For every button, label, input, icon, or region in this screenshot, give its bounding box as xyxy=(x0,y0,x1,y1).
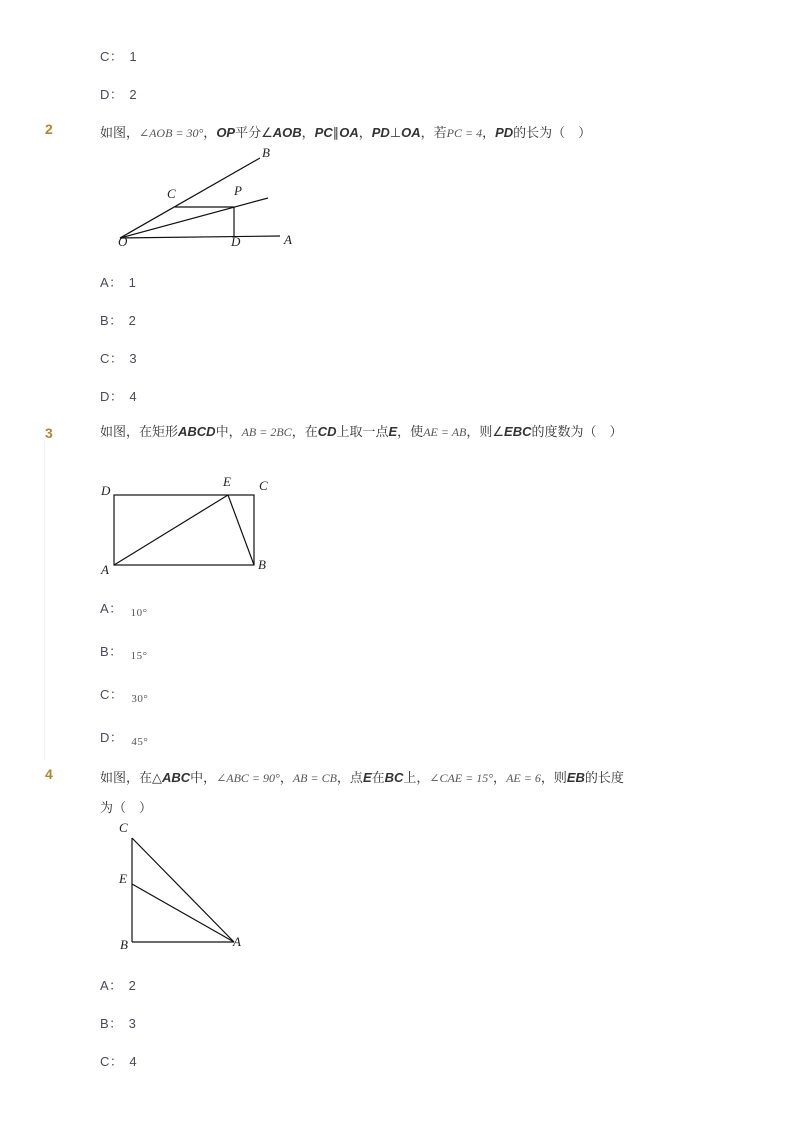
q3-b1: ABCD xyxy=(178,424,216,439)
segment-ea xyxy=(132,884,234,942)
q3-b2: CD xyxy=(317,424,337,439)
q2-b2: AOB xyxy=(272,125,302,140)
label-p: P xyxy=(234,183,242,198)
segment-eb xyxy=(228,495,254,565)
option-value: 15° xyxy=(130,650,148,662)
q4-b4: EB xyxy=(566,770,585,785)
q3-t4: 上取一点 xyxy=(336,424,389,439)
q4-option-a[interactable] xyxy=(100,975,136,994)
q3-b4: EBC xyxy=(504,424,532,439)
question-number-3: 3 xyxy=(45,425,53,441)
question-3-text xyxy=(100,417,660,447)
question-number-2: 2 xyxy=(45,121,53,137)
q4-t3: ， xyxy=(279,770,293,785)
q2-t5: ∥ xyxy=(332,125,340,140)
q2-angle-diagram xyxy=(110,145,310,255)
q3-option-b[interactable] xyxy=(100,641,148,660)
ray-op xyxy=(120,198,268,238)
option-value: 3 xyxy=(129,351,138,366)
q2-t2: ， xyxy=(203,125,217,140)
q1-option-d[interactable] xyxy=(100,84,137,103)
q2-option-b[interactable] xyxy=(100,310,136,329)
q4-t1: 如图，在△ xyxy=(100,770,162,785)
q2-b4: OA xyxy=(339,125,359,140)
option-value: 1 xyxy=(129,49,138,64)
q1-option-c[interactable] xyxy=(100,46,137,65)
rectangle-abcd xyxy=(114,495,254,565)
label-b: B xyxy=(258,557,266,572)
q3-b3: E xyxy=(388,424,398,439)
q4-option-b[interactable] xyxy=(100,1013,136,1032)
option-key: B： xyxy=(100,644,123,659)
option-key: C： xyxy=(100,49,124,64)
q2-t3: 平分∠ xyxy=(235,125,273,140)
q4-t8: ，则 xyxy=(540,770,567,785)
q3-t7: 的度数为（ ） xyxy=(531,424,623,439)
q3-t5: ，使 xyxy=(397,424,424,439)
q2-b1: OP xyxy=(216,125,236,140)
segment-ca xyxy=(132,838,234,942)
question-number-4: 4 xyxy=(45,766,53,782)
q3-m2: AE = AB xyxy=(423,425,467,439)
option-key: C： xyxy=(100,351,124,366)
q3-rectangle-diagram xyxy=(95,470,285,580)
option-value: 10° xyxy=(130,607,148,619)
q4-m1: ∠ABC = 90° xyxy=(216,771,280,785)
q4-b1: ABC xyxy=(162,770,191,785)
label-a: A xyxy=(233,934,241,949)
q3-option-d[interactable] xyxy=(100,727,148,746)
option-key: B： xyxy=(100,1016,123,1031)
q4-m3: ∠CAE = 15° xyxy=(429,771,494,785)
label-a: A xyxy=(101,562,109,577)
option-key: A： xyxy=(100,978,123,993)
segment-ae xyxy=(114,495,228,565)
q3-option-a[interactable] xyxy=(100,598,148,617)
q4-m4: AE = 6 xyxy=(506,771,541,785)
ray-oa xyxy=(120,236,280,238)
q4-t9: 的长度 xyxy=(584,770,624,785)
q2-b6: OA xyxy=(401,125,421,140)
label-c: C xyxy=(167,186,176,201)
option-key: C： xyxy=(100,1054,124,1069)
q3-option-c[interactable] xyxy=(100,684,148,703)
q3-t1: 如图，在矩形 xyxy=(100,424,179,439)
q2-option-c[interactable] xyxy=(100,348,137,367)
option-value: 4 xyxy=(129,1054,138,1069)
option-value: 2 xyxy=(129,87,138,102)
q3-m1: AB = 2BC xyxy=(241,425,292,439)
q2-b3: PC xyxy=(314,125,333,140)
option-value: 2 xyxy=(128,313,137,328)
label-d: D xyxy=(101,483,111,498)
label-o: O xyxy=(118,234,128,249)
q2-t9: ， xyxy=(482,125,496,140)
q3-t2: 中， xyxy=(215,424,242,439)
q2-t1: 如图， xyxy=(100,125,140,140)
q4-triangle-diagram xyxy=(110,815,260,955)
option-value: 4 xyxy=(129,389,138,404)
q4-t4: ，点 xyxy=(336,770,363,785)
ray-ob xyxy=(120,158,260,238)
label-e: E xyxy=(119,871,127,886)
q2-option-d[interactable] xyxy=(100,386,137,405)
option-value: 45° xyxy=(131,736,149,748)
option-key: A： xyxy=(100,601,123,616)
q2-t4: ， xyxy=(301,125,315,140)
q4-option-c[interactable] xyxy=(100,1051,137,1070)
q3-t3: ，在 xyxy=(291,424,318,439)
option-key: D： xyxy=(100,87,124,102)
option-key: B： xyxy=(100,313,123,328)
label-b: B xyxy=(262,145,270,160)
option-key: C： xyxy=(100,687,124,702)
q2-option-a[interactable] xyxy=(100,272,136,291)
option-key: D： xyxy=(100,389,124,404)
q2-b7: PD xyxy=(495,125,514,140)
label-e: E xyxy=(223,474,231,489)
label-c: C xyxy=(259,478,268,493)
q2-t10: 的长为（ ） xyxy=(513,125,592,140)
q4-t7: ， xyxy=(493,770,507,785)
q4-t2: 中， xyxy=(190,770,217,785)
option-value: 1 xyxy=(128,275,137,290)
q2-m2: PC = 4 xyxy=(446,126,483,140)
q2-t6: ， xyxy=(358,125,372,140)
label-b: B xyxy=(120,937,128,952)
question-4-text xyxy=(100,763,660,823)
label-a: A xyxy=(284,232,292,247)
q2-m1: ∠AOB = 30° xyxy=(139,126,204,140)
option-value: 2 xyxy=(128,978,137,993)
option-value: 30° xyxy=(131,693,149,705)
q4-line2: 为（ ） xyxy=(100,800,153,815)
label-d: D xyxy=(231,234,241,249)
label-c: C xyxy=(119,820,128,835)
option-key: D： xyxy=(100,730,124,745)
q4-b3: BC xyxy=(384,770,404,785)
question-2-text xyxy=(100,118,660,148)
q3-t6: ，则∠ xyxy=(466,424,505,439)
q2-b5: PD xyxy=(371,125,390,140)
q4-t6: 上， xyxy=(403,770,430,785)
q3-left-rule xyxy=(44,440,45,760)
q2-t8: ，若 xyxy=(420,125,447,140)
q4-t5: 在 xyxy=(371,770,385,785)
q2-t7: ⊥ xyxy=(389,125,402,140)
q4-b2: E xyxy=(362,770,372,785)
option-value: 3 xyxy=(128,1016,137,1031)
q4-m2: AB = CB xyxy=(292,771,337,785)
option-key: A： xyxy=(100,275,123,290)
